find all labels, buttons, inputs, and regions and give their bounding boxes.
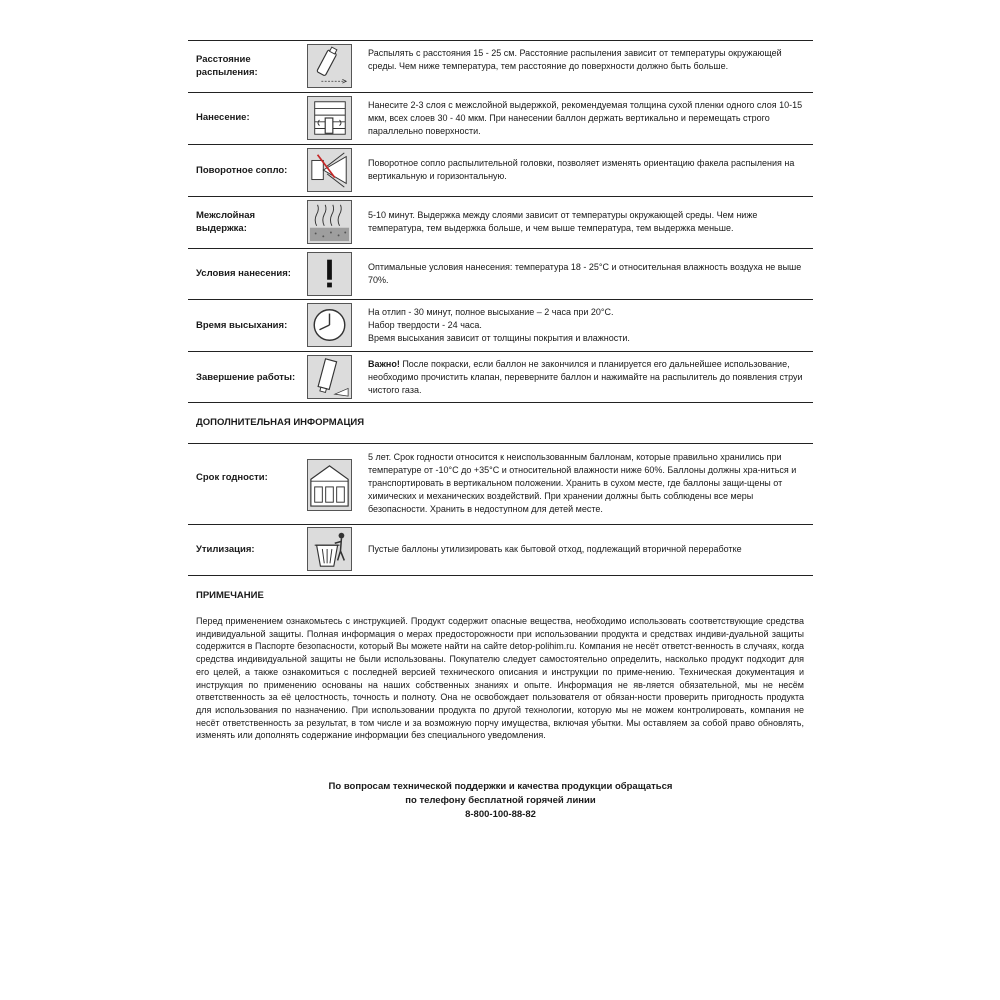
row-text-shelf-life: 5 лет. Срок годности относится к неиспользованным баллонам, которые правильно хранились при температуре от -10°С до +35°С и относительной влажности ниже 60%. Баллоны должны хра-ниться и транспортировать в вертикальном положении. Хранить в сухом месте, где баллоны защи-щены от химических и механических воздействий. При хранении должны быть соблюдены все меры безопасности. Хранить в недоступном для детей месте. — [368, 452, 797, 514]
interlayer-drying-icon — [307, 200, 352, 244]
row-label-drying-time: Время высыхания: — [196, 320, 288, 331]
recycle-bin-icon — [307, 527, 352, 571]
divider — [188, 299, 813, 300]
row-label-shelf-life: Срок годности: — [196, 472, 268, 483]
divider — [188, 144, 813, 145]
inverted-can-icon — [307, 355, 352, 399]
row-label-finish: Завершение работы: — [196, 372, 296, 383]
divider — [188, 351, 813, 352]
divider — [188, 40, 813, 41]
warehouse-storage-icon — [307, 459, 352, 511]
row-text-interlayer: 5-10 минут. Выдержка между слоями зависит от температуры окружающей среды. Чем ниже температура, тем выдержка больше, и чем выше температура, тем выдержка меньше. — [368, 210, 758, 233]
clock-icon — [307, 303, 352, 347]
divider — [188, 248, 813, 249]
spray-distance-icon — [307, 44, 352, 88]
footer-line2: по телефону бесплатной горячей линии — [405, 795, 596, 806]
divider — [188, 196, 813, 197]
row-label-conditions: Условия нанесения: — [196, 268, 291, 279]
row-text-rotary-nozzle: Поворотное сопло распылительной головки, позволяет изменять ориентацию факела распыления на вертикальную и горизонтальную. — [368, 158, 795, 181]
divider — [188, 402, 813, 403]
hotline-phone: 8-800-100-88-82 — [465, 809, 536, 820]
footer-line1: По вопросам технической поддержки и качества продукции обращаться — [328, 781, 673, 792]
row-label-disposal: Утилизация: — [196, 544, 255, 555]
section-title-additional: ДОПОЛНИТЕЛЬНАЯ ИНФОРМАЦИЯ — [196, 417, 365, 428]
row-label-spray-distance: Расстояние распыления: — [196, 54, 258, 78]
rotary-nozzle-icon — [307, 148, 352, 192]
divider — [188, 92, 813, 93]
note-text: Перед применением ознакомьтесь с инструкцией. Продукт содержит опасные вещества, необходимо использовать соответствующие средства индивидуальной защиты. Полная информация о мерах предосторожности при использовании продукта и средствах индиви-дуальной защиты содержится в Паспорте безопасности, который Вы можете найти на сайте detop-polihim.ru. Компания не несёт ответст-венность в случаях, когда средства индивидуальной защиты не были использованы. Покупателю следует самостоятельно определить, насколько продукт подходит для его целей, а также ознакомиться с последней версией технического описания и инструкции по приме-нению. Техническая документация и инструкция по применению основаны на наших собственных знаниях и опыте. Информация не яв-ляется обязательной, мы не несём ответственность за её целостность, точность и полноту. Она не освобождает пользователя от обязан-ности проверить пригодность продукта для использования по назначению. При использовании продукта по другой технологии, которую мы не можем контролировать, компания не несёт ответственность за результат, в том числе и за возможную порчу имущества, включая убытки. Мы оставляем за собой право обновлять, изменять или дополнять содержание информации без специального уведомления. — [196, 616, 804, 741]
row-label-rotary-nozzle: Поворотное сопло: — [196, 165, 288, 176]
row-text-conditions: Оптимальные условия нанесения: температура 18 - 25°С и относительная влажность воздуха не выше 70%. — [368, 262, 802, 285]
finish-text: После покраски, если баллон не закончился и планируется его дальнейшее использование, необходимо прочистить клапан, переверните баллон и нажимайте на распылитель до появления струи чистого газа. — [368, 359, 803, 395]
application-icon — [307, 96, 352, 140]
warning-exclamation-icon — [307, 252, 352, 296]
divider — [188, 524, 813, 525]
section-title-note: ПРИМЕЧАНИЕ — [196, 590, 264, 601]
row-text-spray-distance: Распылять с расстояния 15 - 25 см. Расстояние распыления зависит от температуры окружающей среды. Чем ниже температура, тем расстояние до поверхности должно быть больше. — [368, 48, 782, 71]
row-label-interlayer: Межслойная выдержка: — [196, 210, 256, 234]
row-text-application: Нанесите 2-3 слоя с межслойной выдержкой, рекомендуемая толщина сухой пленки одного слоя 10-15 мкм, всех слоев 30 - 40 мкм. При нанесении баллон держать вертикально и перемещать строго параллельно поверхности. — [368, 100, 803, 136]
important-label: Важно! — [368, 359, 400, 369]
row-label-application: Нанесение: — [196, 112, 250, 123]
row-text-drying-time: На отлип - 30 минут, полное высыхание – 2 часа при 20°С. Набор твердости - 24 часа. Время высыхания зависит от толщины покрытия и влажности. — [368, 307, 630, 343]
row-text-disposal: Пустые баллоны утилизировать как бытовой отход, подлежащий вторичной переработке — [368, 544, 742, 554]
divider — [188, 575, 813, 576]
divider — [188, 443, 813, 444]
row-text-finish — [368, 358, 803, 397]
